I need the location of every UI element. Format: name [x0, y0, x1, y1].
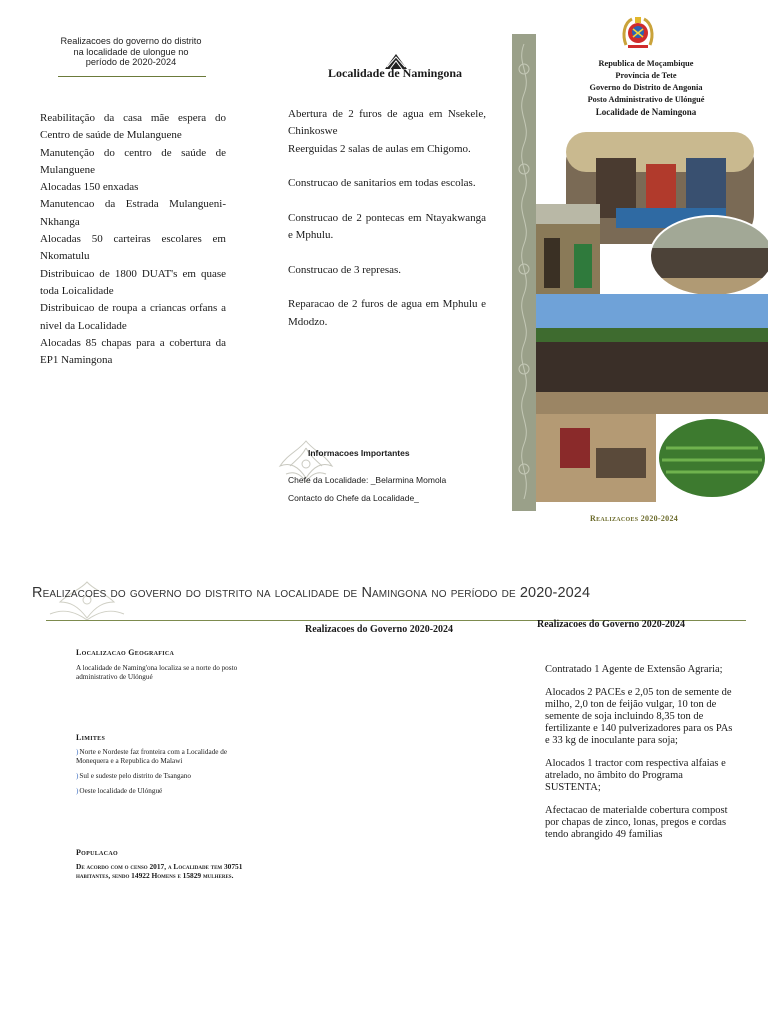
bracket-icon: ): [76, 787, 79, 795]
achievements-list-left: [40, 110, 226, 369]
header-line: Republica de Moçambique: [598, 59, 694, 68]
list-item: Alocados 1 tractor com respectiva alfaias e atrelado, no âmbito do Programa SUSTENTA;: [545, 758, 726, 793]
mozambique-emblem-icon: [620, 15, 656, 51]
chief-name: Chefe da Localidade: _Belarmina Momola: [288, 475, 447, 485]
village-photo: [536, 204, 600, 294]
location-heading: Localizacao Geografica: [76, 648, 175, 657]
bracket-icon: ): [76, 748, 79, 756]
achievements-list-middle: [288, 106, 486, 348]
subtitle-left: Realizacoes do Governo 2020-2024: [305, 624, 454, 635]
info-heading: Informacoes Importantes: [308, 448, 410, 458]
header-line: Governo do Distrito de Angonia: [589, 83, 703, 92]
limit-item: )Oeste localidade de Ulóngué: [76, 787, 163, 795]
right-panel-footer: Realizacoes 2020-2024: [590, 514, 679, 523]
photo-collage: [536, 128, 768, 506]
header-line: Posto Administrativo de Ulóngué: [587, 95, 705, 104]
list-item: Distribuicao de roupa a criancas orfans a nivel da Localidade: [40, 302, 226, 332]
list-item: Alocadas 85 chapas para a cobertura da EP1 Namingona: [40, 336, 226, 367]
list-item: Abertura de 2 furos de agua em Nsekele, Chinkoswe: [288, 108, 486, 138]
market-photo: [536, 414, 656, 502]
crowd-photo: [536, 294, 768, 414]
government-header: [566, 58, 726, 118]
population-text: De acordo com o censo 2017, a Localidade tem 30751 habitantes, sendo 14922 Homens e 15829 mulheres.: [76, 862, 243, 881]
bottom-title: Realizacoes do governo do distrito na localidade de Namingona no período de 2020-2024: [32, 585, 591, 601]
damask-strip: [512, 34, 536, 511]
list-item: Alocadas 50 carteiras escolares em Nkomatulu: [40, 233, 226, 263]
list-item: Alocadas 150 enxadas: [40, 181, 139, 194]
achievements-list-bottom-right: [545, 664, 735, 852]
list-item: Construcao de sanitarios em todas escolas.: [288, 177, 476, 190]
list-item: Afectacao de materialde cobertura compost por chapas de zinco, lonas, pregos e cordas tendo abrangido 49 familias: [545, 805, 728, 840]
location-text: A localidade de Naming'ona localiza se a norte do posto administrativo de Ulóngué: [76, 664, 238, 681]
list-item: Reabilitação da casa mãe espera do Centro de saúde de Mulanguene: [40, 112, 226, 142]
list-item: Construcao de 3 represas.: [288, 263, 402, 276]
bracket-icon: ): [76, 772, 79, 780]
panel-title-top-left: Realizacoes do governo do distrito na localidade de ulongue no período de 2020-2024: [60, 36, 202, 67]
list-item: Alocados 2 PACEs e 2,05 ton de semente de milho, 2,0 ton de feijão vulgar, 10 ton de semente de soja incluindo 8,35 ton de fertilizante e 140 pulverizadores para os PAs e 33 kg de inoculante para soja;: [545, 687, 733, 746]
limit-item: )Sul e sudeste pelo distrito de Tsangano: [76, 772, 191, 780]
list-item: Construcao de 2 pontecas em Ntayakwanga e Mphulu.: [288, 211, 486, 242]
list-item: Distribuicao de 1800 DUAT's em quase toda Loicalidade: [40, 267, 226, 297]
limit-item: )Norte e Nordeste faz fronteira com a Localidade de Monequera e a Republica do Malawi: [76, 748, 228, 765]
limits-heading: Limites: [76, 733, 106, 742]
list-item: Reerguidas 2 salas de aulas em Chigomo.: [288, 142, 471, 155]
chief-contact: Contacto do Chefe da Localidade_: [288, 493, 419, 503]
page-title-middle: Localidade de Namingona: [327, 66, 462, 80]
list-item: Manutenção do centro de saúde de Mulanguene: [40, 146, 226, 176]
list-item: Reparacao de 2 furos de agua em Mphulu e Mdodzo.: [288, 298, 486, 328]
subtitle-right: Realizacoes do Governo 2020-2024: [537, 619, 686, 630]
list-item: Contratado 1 Agente de Extensão Agraria;: [545, 664, 723, 675]
header-line: Localidade de Namingona: [595, 107, 697, 117]
divider: [58, 76, 206, 77]
header-line: Província de Tete: [615, 71, 677, 80]
list-item: Manutencao da Estrada Mulangueni-Nkhanga: [40, 198, 226, 228]
population-heading: Populacao: [76, 848, 118, 857]
